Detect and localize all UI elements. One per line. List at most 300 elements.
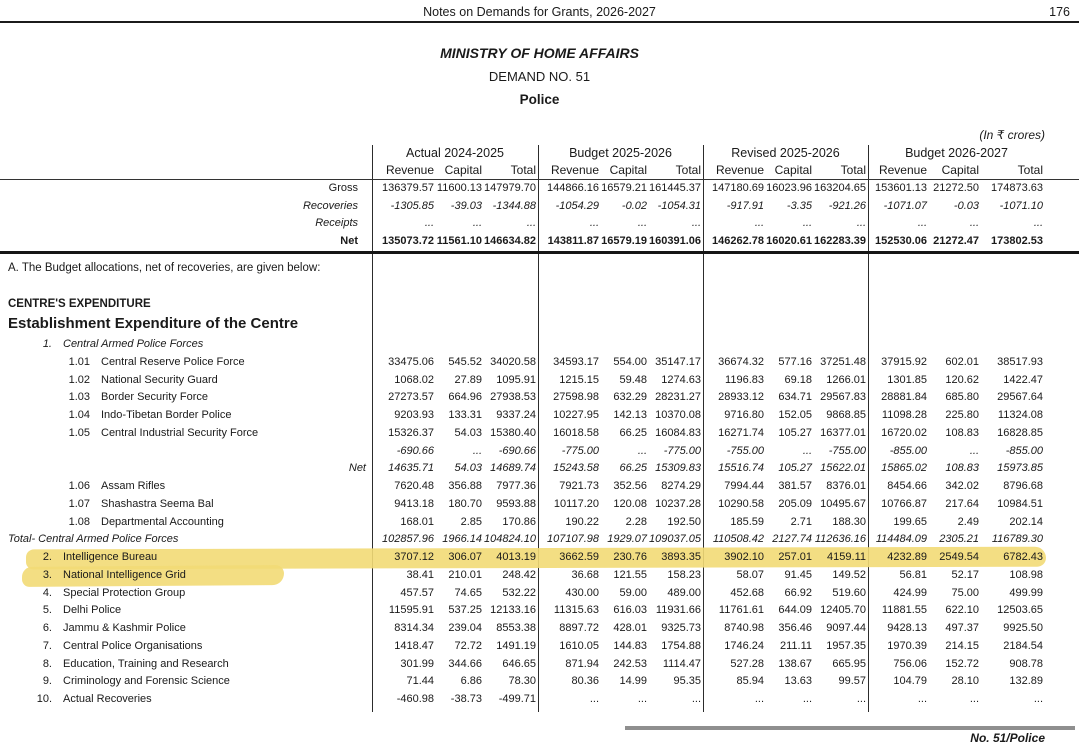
sub-column-header: Revenue [878,163,927,177]
cell-value: 170.86 [502,515,536,528]
cell-value: 16828.85 [997,426,1043,439]
sub-column-header: Capital [609,163,647,177]
table-row [0,200,1079,217]
header-rule [0,21,1079,23]
cell-value: 13.63 [784,675,812,688]
cell-value: 1274.63 [661,373,701,386]
cell-value: 8740.98 [724,622,764,634]
cell-value: 908.78 [1009,657,1043,670]
cell-value: 1754.88 [661,639,701,652]
row-number: 9. [42,675,52,688]
cell-value: 142.13 [613,409,647,421]
row-label: Departmental Accounting [101,515,224,528]
cell-value: ... [526,217,536,229]
cell-value: 29567.64 [997,391,1043,404]
row-label: Jammu & Kashmir Police [63,622,186,634]
cell-value: ... [856,693,866,705]
cell-value: 3662.59 [559,551,599,563]
table-row [0,498,1079,515]
cell-value: 108.83 [945,462,979,475]
cell-value: 160391.06 [649,234,701,247]
cell-value: 29567.83 [820,391,866,404]
cell-value: 11324.08 [997,409,1043,421]
cell-value: 430.00 [565,586,599,599]
cell-value: 161445.37 [649,182,701,194]
cell-value: -1054.31 [657,199,701,212]
row-number: 1.06 [68,480,90,492]
cell-value: 38.41 [406,568,434,581]
cell-value: 163204.65 [814,182,866,194]
row-label: National Intelligence Grid [63,568,186,581]
cell-value: 577.16 [778,355,812,368]
footer-label: No. 51/Police [970,731,1045,745]
cell-value: 14635.71 [388,462,434,475]
cell-value: 217.64 [945,497,979,510]
cell-value: 102857.96 [382,533,434,546]
row-number: 1.07 [68,497,90,510]
row-number: 1.08 [68,515,90,528]
cell-value: 72.72 [454,639,482,652]
cell-value: 105.27 [778,462,812,475]
cell-value: 8897.72 [559,622,599,634]
cell-value: 1957.35 [826,639,866,652]
cell-value: 132.89 [1009,675,1043,688]
cell-value: 37251.48 [820,355,866,368]
cell-value: 28881.84 [881,391,927,404]
cell-value: ... [969,217,979,229]
cell-value: 756.06 [893,657,927,670]
table-row [0,445,1079,462]
cell-value: ... [589,217,599,229]
cell-value: ... [637,444,647,457]
cell-value: 1746.24 [724,639,764,652]
cell-value: 9428.13 [887,622,927,634]
cell-value: 537.25 [448,604,482,617]
cell-value: 10227.95 [553,409,599,421]
row-number: 1.05 [68,426,90,439]
cell-value: 36.68 [571,568,599,581]
cell-value: 3902.10 [724,551,764,563]
cell-value: 9325.73 [661,622,701,634]
cell-value: 152.05 [778,409,812,421]
cell-value: 616.03 [613,604,647,617]
cell-value: 16020.61 [766,234,812,247]
cell-value: 192.50 [667,515,701,528]
table-row [0,217,1079,234]
cell-value: 10495.67 [820,497,866,510]
row-label: Indo-Tibetan Border Police [101,409,232,421]
row-label: Central Police Organisations [63,639,203,652]
cell-value: 21272.47 [933,234,979,247]
cell-value: 7994.44 [724,480,764,492]
cell-value: 9593.88 [496,497,536,510]
cell-value: 199.65 [893,515,927,528]
cell-value: 9097.44 [826,622,866,634]
row-number: 1.02 [68,373,90,386]
cell-value: 173802.53 [991,234,1043,247]
cell-value: 149.52 [832,568,866,581]
cell-value: -775.00 [561,444,599,457]
row-number: 1.04 [68,409,90,421]
cell-value: ... [802,693,812,705]
cell-value: ... [472,444,482,457]
cell-value: 66.92 [784,586,812,599]
cell-value: ... [856,217,866,229]
cell-value: 205.09 [778,497,812,510]
cell-value: -38.73 [450,693,482,705]
cell-value: 54.03 [454,426,482,439]
cell-value: 1114.47 [662,657,701,670]
row-number: 1. [42,338,52,350]
row-label: Net [348,462,366,475]
cell-value: 10370.08 [655,409,701,421]
cell-value: 16023.96 [766,182,812,194]
cell-value: 15243.58 [553,462,599,475]
cell-value: 9716.80 [724,409,764,421]
cell-value: 85.94 [736,675,764,688]
cell-value: 10984.51 [997,497,1043,510]
row-number: 3. [42,568,52,581]
cell-value: 230.76 [613,551,647,563]
cell-value: 54.03 [454,462,482,475]
cell-value: ... [754,217,764,229]
cell-value: 3707.12 [394,551,434,563]
row-number: 2. [42,551,52,563]
cell-value: 107107.98 [547,533,599,546]
cell-value: 202.14 [1009,515,1043,528]
sub-column-header: Capital [444,163,482,177]
cell-value: 452.68 [730,586,764,599]
cell-value: 622.10 [945,604,979,617]
cell-value: 35147.17 [655,355,701,368]
cell-value: ... [917,217,927,229]
table-row [0,409,1079,426]
cell-value: 1422.47 [1003,373,1043,386]
cell-value: 428.01 [613,622,647,634]
cell-value: 10237.28 [655,497,701,510]
cell-value: 8274.29 [661,480,701,492]
cell-value: 33475.06 [388,355,434,368]
cell-value: 214.15 [945,639,979,652]
cell-value: ... [691,693,701,705]
cell-value: 1491.19 [496,639,536,652]
cell-value: 344.66 [448,657,482,670]
sub-column-header: Revenue [385,163,434,177]
cell-value: -0.02 [621,199,647,212]
department-title: Police [519,92,560,107]
allocation-note: A. The Budget allocations, net of recoveries, are given below: [8,262,321,274]
cell-value: 78.30 [508,675,536,688]
cell-value: 602.01 [945,355,979,368]
cell-value: 80.36 [571,675,599,688]
cell-value: 1196.83 [725,373,764,386]
cell-value: 356.46 [778,622,812,634]
cell-value: 120.08 [613,497,647,510]
cell-value: 9337.24 [496,409,536,421]
row-label: Border Security Force [101,391,208,404]
cell-value: 66.25 [619,462,647,475]
cell-value: 162283.39 [814,234,866,247]
table-row [0,480,1079,497]
cell-value: -1071.10 [999,199,1043,212]
row-label: Receipts [315,217,358,229]
demand-number: DEMAND NO. 51 [488,69,591,84]
row-label: Total- Central Armed Police Forces [8,533,179,546]
cell-value: 1266.01 [826,373,866,386]
row-label: National Security Guard [101,373,218,386]
cell-value: 121.55 [613,568,647,581]
cell-value: 12133.16 [490,604,536,617]
row-label: Central Industrial Security Force [101,426,259,439]
cell-value: 15973.85 [997,462,1043,475]
cell-value: 1095.91 [496,373,536,386]
cell-value: 75.00 [951,586,979,599]
cell-value: ... [637,693,647,705]
cell-value: 11315.63 [553,604,599,617]
cell-value: -1344.88 [492,199,536,212]
cell-value: -1054.29 [555,199,599,212]
cell-value: 36674.32 [718,355,764,368]
row-label: Net [340,234,358,247]
cell-value: 9413.18 [394,497,434,510]
sub-column-header: Revenue [715,163,764,177]
cell-value: 15865.02 [881,462,927,475]
sub-column-header: Total [675,163,701,177]
cell-value: 2549.54 [939,551,979,563]
cell-value: 12503.65 [997,604,1043,617]
cell-value: 2.71 [790,515,812,528]
cell-value: 3893.35 [661,551,701,563]
cell-value: 646.65 [502,657,536,670]
cell-value: 8553.38 [496,622,536,634]
cell-value: 74.65 [454,586,482,599]
cell-value: 1068.02 [394,373,434,386]
cell-value: 248.42 [502,568,536,581]
cell-value: 147180.69 [712,182,764,194]
cell-value: 10766.87 [881,497,927,510]
column-group-header: Actual 2024-2025 [406,146,504,160]
cell-value: 242.53 [613,657,647,670]
cell-value: 28.10 [951,675,979,688]
cell-value: 7921.73 [559,480,599,492]
cell-value: 158.23 [667,568,701,581]
row-number: 5. [42,604,52,617]
section-heading: CENTRE'S EXPENDITURE [8,298,151,310]
cell-value: -855.00 [1005,444,1043,457]
cell-value: 16579.21 [601,182,647,194]
cell-value: 489.00 [667,586,701,599]
table-row [0,427,1079,444]
cell-value: 133.31 [448,409,482,421]
cell-value: 56.81 [899,568,927,581]
cell-value: 120.62 [945,373,979,386]
sub-column-header: Total [840,163,866,177]
row-number: 8. [42,657,52,670]
cell-value: 144.83 [613,639,647,652]
table-row [0,622,1079,639]
cell-value: 11595.91 [388,604,434,617]
cell-value: 15326.37 [388,426,434,439]
cell-value: 144866.16 [547,182,599,194]
cell-value: ... [917,693,927,705]
cell-value: ... [802,217,812,229]
cell-value: 10117.20 [553,497,599,510]
row-label: Shashastra Seema Bal [101,497,214,510]
cell-value: 152530.06 [875,234,927,247]
cell-value: -690.66 [498,444,536,457]
cell-value: 225.80 [945,409,979,421]
cell-value: 21272.50 [933,182,979,194]
header-underline [0,179,1079,180]
cell-value: 554.00 [613,355,647,368]
cell-value: -855.00 [889,444,927,457]
cell-value: 2.49 [957,515,979,528]
cell-value: 2.85 [460,515,482,528]
cell-value: 8796.68 [1003,480,1043,492]
cell-value: ... [802,444,812,457]
cell-value: 28933.12 [718,391,764,404]
cell-value: 116789.30 [991,533,1043,546]
cell-value: 257.01 [778,551,812,563]
cell-value: 4013.19 [496,551,536,563]
cell-value: 27.89 [454,373,482,386]
cell-value: -921.26 [828,199,866,212]
cell-value: -1071.07 [883,199,927,212]
cell-value: ... [691,217,701,229]
cell-value: -0.03 [953,199,979,212]
cell-value: 112636.16 [814,533,866,546]
cell-value: 16579.19 [601,234,647,247]
cell-value: 1301.85 [887,373,927,386]
row-label: Central Armed Police Forces [63,338,204,350]
cell-value: 34593.17 [553,355,599,368]
row-label: Recoveries [302,199,358,212]
row-number: 4. [42,586,52,599]
row-number: 1.01 [68,355,90,368]
cell-value: 27273.57 [388,391,434,404]
cell-value: 71.44 [406,675,434,688]
cell-value: ... [1033,217,1043,229]
cell-value: 109037.05 [649,533,701,546]
cell-value: 634.71 [778,391,812,404]
cell-value: -755.00 [726,444,764,457]
cell-value: 37915.92 [881,355,927,368]
cell-value: 7977.36 [496,480,536,492]
cell-value: 16018.58 [553,426,599,439]
cell-value: -690.66 [396,444,434,457]
table-row [0,391,1079,408]
cell-value: 499.99 [1009,586,1043,599]
sub-column-header: Total [1017,163,1043,177]
row-number: 7. [42,639,52,652]
cell-value: 4159.11 [827,551,866,563]
table-row [0,356,1079,373]
cell-value: 9203.93 [394,409,434,421]
cell-value: 15516.74 [718,462,764,475]
cell-value: 188.30 [832,515,866,528]
cell-value: 16377.01 [820,426,866,439]
cell-value: 27598.98 [553,391,599,404]
table-row [0,658,1079,675]
cell-value: -755.00 [828,444,866,457]
cell-value: 38517.93 [997,355,1043,368]
cell-value: 146262.78 [712,234,764,247]
net-row-rule [0,251,1079,254]
cell-value: 11098.28 [881,409,927,421]
cell-value: 2184.54 [1003,639,1043,652]
cell-value: 12405.70 [820,604,866,617]
cell-value: 7620.48 [394,480,434,492]
cell-value: 352.56 [613,480,647,492]
cell-value: ... [969,444,979,457]
currency-unit-note: (In ₹ crores) [979,128,1045,142]
cell-value: 11600.13 [436,182,482,194]
column-group-header: Revised 2025-2026 [731,146,840,160]
cell-value: 16720.02 [881,426,927,439]
cell-value: 210.01 [448,568,482,581]
page-number: 176 [1049,5,1070,19]
ministry-title: MINISTRY OF HOME AFFAIRS [440,45,639,61]
cell-value: ... [1033,693,1043,705]
row-label: Actual Recoveries [63,693,152,705]
cell-value: 104.79 [893,675,927,688]
row-label: Intelligence Bureau [63,551,158,563]
cell-value: 95.35 [673,675,701,688]
row-label: Gross [328,182,358,194]
cell-value: 2305.21 [939,533,979,546]
cell-value: 871.94 [565,657,599,670]
cell-value: 174873.63 [991,182,1043,194]
cell-value: 15622.01 [820,462,866,475]
cell-value: 147979.70 [484,182,536,194]
footer-rule [625,726,1075,730]
table-row [0,516,1079,533]
cell-value: 52.17 [951,568,979,581]
cell-value: 2127.74 [772,533,812,546]
row-label: Delhi Police [63,604,122,617]
cell-value: 16271.74 [718,426,764,439]
cell-value: 211.11 [779,639,812,652]
cell-value: 6782.43 [1003,551,1043,563]
cell-value: 69.18 [784,373,812,386]
cell-value: 105.27 [778,426,812,439]
cell-value: 685.80 [945,391,979,404]
cell-value: 519.60 [832,586,866,599]
sub-column-header: Capital [941,163,979,177]
table-row [0,569,1079,586]
cell-value: 99.57 [838,675,866,688]
table-row [0,675,1079,692]
cell-value: 545.52 [448,355,482,368]
table-row [0,604,1079,621]
cell-value: 8376.01 [826,480,866,492]
cell-value: 342.02 [945,480,979,492]
table-row [0,640,1079,657]
cell-value: 1418.47 [394,639,434,652]
sub-column-header: Total [510,163,536,177]
cell-value: 58.07 [736,568,764,581]
column-group-header: Budget 2025-2026 [569,146,672,160]
row-label: Assam Rifles [101,480,166,492]
cell-value: 27938.53 [490,391,536,404]
cell-value: 1215.15 [559,373,599,386]
cell-value: 4232.89 [887,551,927,563]
subsection-heading: Establishment Expenditure of the Centre [8,315,299,332]
cell-value: 143811.87 [547,234,599,247]
table-row [0,235,1079,252]
cell-value: 11561.10 [436,234,482,247]
cell-value: 664.96 [448,391,482,404]
